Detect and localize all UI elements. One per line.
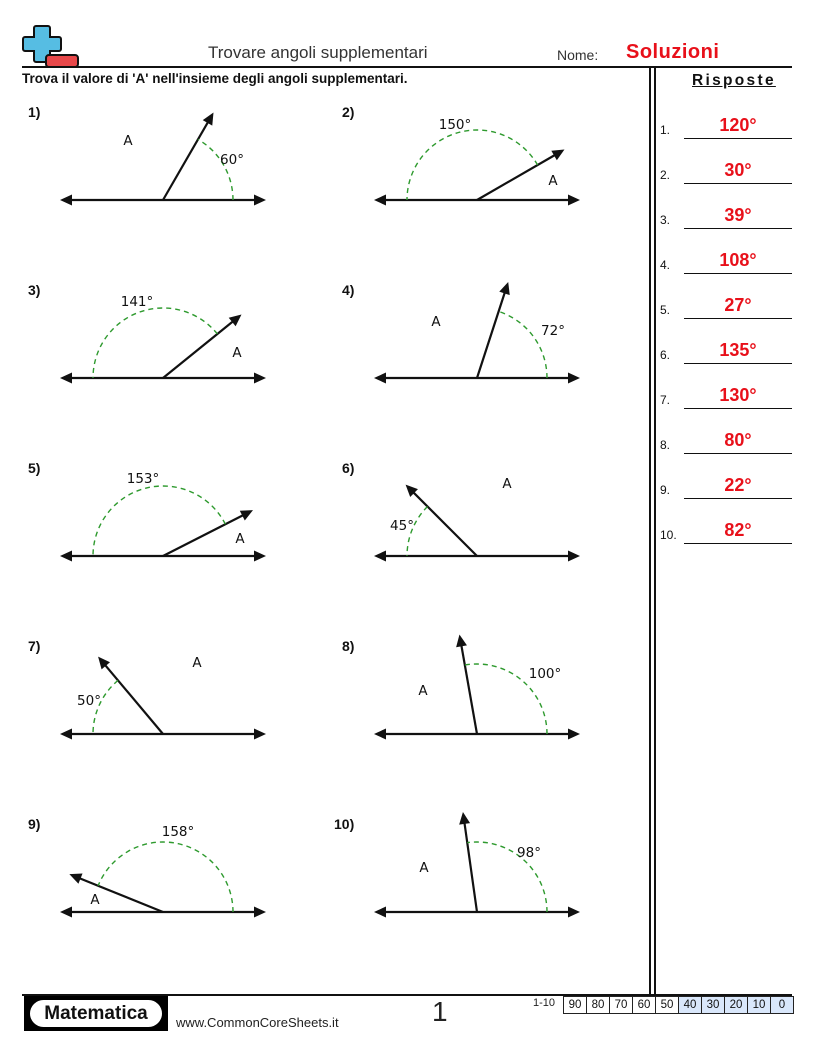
score-cell: 30 <box>702 997 725 1013</box>
brand-label: Matematica <box>30 1000 162 1027</box>
answer-line <box>684 363 792 365</box>
answer-line <box>684 408 792 410</box>
answer-value: 39° <box>724 205 752 225</box>
score-cell: 40 <box>679 997 702 1013</box>
answer-number: 1. <box>660 123 671 137</box>
answer-number: 8. <box>660 438 671 452</box>
score-cell: 20 <box>725 997 748 1013</box>
ray-arrow-icon <box>456 635 467 648</box>
angle-arc <box>98 842 233 912</box>
score-cell: 50 <box>656 997 679 1013</box>
unknown-angle-label: A <box>235 531 245 547</box>
problem-number-5: 5) <box>28 460 41 476</box>
problem-number-8: 8) <box>342 638 355 654</box>
score-cell: 90 <box>564 997 587 1013</box>
unknown-angle-label: A <box>90 892 100 908</box>
instructions: Trova il valore di 'A' nell'insieme degli angoli supplementari. <box>22 71 408 86</box>
angle-arc <box>407 130 538 200</box>
answer-value: 135° <box>719 340 757 360</box>
answer-value: 120° <box>719 115 757 135</box>
name-label: Nome: <box>557 47 599 63</box>
answer-number: 7. <box>660 393 671 407</box>
problem-number-6: 6) <box>342 460 355 476</box>
answer-number: 6. <box>660 348 671 362</box>
answer-number: 3. <box>660 213 671 227</box>
unknown-angle-label: A <box>232 345 242 361</box>
angle-arc <box>499 311 547 378</box>
answer-value: 80° <box>724 430 752 450</box>
angle-arc <box>93 308 217 378</box>
answer-value: 27° <box>724 295 752 315</box>
answer-row-2 <box>660 144 792 184</box>
arrow-right-icon <box>254 195 266 206</box>
arrow-right-icon <box>254 551 266 562</box>
unknown-angle-label: A <box>123 133 133 149</box>
answer-number: 10. <box>660 528 677 542</box>
worksheet-title: Trovare angoli supplementari <box>208 43 428 62</box>
answer-row-6 <box>660 324 792 364</box>
problem-number-10: 10) <box>334 816 355 832</box>
name-value: Soluzioni <box>626 41 720 63</box>
arrow-right-icon <box>568 551 580 562</box>
given-angle-label: 50° <box>77 693 101 709</box>
given-angle-label: 150° <box>438 117 472 133</box>
problem-number-9: 9) <box>28 816 41 832</box>
answer-line <box>684 183 792 185</box>
arrow-left-icon <box>60 729 72 740</box>
angle-arc <box>93 486 225 556</box>
column-divider-right <box>654 67 656 996</box>
arrow-left-icon <box>60 195 72 206</box>
ray <box>461 643 477 734</box>
answer-row-1 <box>660 99 792 139</box>
score-range-label: 1-10 <box>533 997 556 1009</box>
answer-row-8 <box>660 414 792 454</box>
answer-number: 9. <box>660 483 671 497</box>
given-angle-label: 98° <box>517 845 541 861</box>
problem-number-1: 1) <box>28 104 41 120</box>
arrow-right-icon <box>254 373 266 384</box>
ray <box>477 291 505 378</box>
unknown-angle-label: A <box>419 860 429 876</box>
answer-value: 82° <box>724 520 752 540</box>
arrow-left-icon <box>374 373 386 384</box>
answer-line <box>684 498 792 500</box>
arrow-left-icon <box>374 907 386 918</box>
given-angle-label: 153° <box>126 471 160 487</box>
answer-row-10 <box>660 504 792 544</box>
ray <box>464 821 477 912</box>
problem-number-3: 3) <box>28 282 41 298</box>
problem-number-7: 7) <box>28 638 41 654</box>
answer-line <box>684 273 792 275</box>
problem-number-2: 2) <box>342 104 355 120</box>
answer-row-5 <box>660 279 792 319</box>
answer-line <box>684 453 792 455</box>
score-cell: 10 <box>748 997 771 1013</box>
answer-line <box>684 228 792 230</box>
answers-title: Risposte <box>692 72 776 89</box>
ray <box>412 491 477 556</box>
given-angle-label: 45° <box>390 518 414 534</box>
unknown-angle-label: A <box>192 655 202 671</box>
answer-line <box>684 318 792 320</box>
answer-line <box>684 138 792 140</box>
arrow-right-icon <box>254 729 266 740</box>
score-cell: 60 <box>633 997 656 1013</box>
unknown-angle-label: A <box>502 476 512 492</box>
arrow-right-icon <box>568 729 580 740</box>
given-angle-label: 158° <box>161 824 195 840</box>
arrow-right-icon <box>568 907 580 918</box>
arrow-right-icon <box>568 373 580 384</box>
arrow-left-icon <box>60 373 72 384</box>
answer-number: 5. <box>660 303 671 317</box>
ray <box>163 320 234 378</box>
ray-arrow-icon <box>499 282 509 295</box>
angle-arc <box>198 139 233 200</box>
arrow-left-icon <box>60 551 72 562</box>
score-cell: 70 <box>610 997 633 1013</box>
arrow-left-icon <box>374 551 386 562</box>
answer-row-3 <box>660 189 792 229</box>
page-number: 1 <box>432 996 448 1027</box>
answer-number: 2. <box>660 168 671 182</box>
arrow-left-icon <box>374 195 386 206</box>
unknown-angle-label: A <box>548 173 558 189</box>
answer-line <box>684 543 792 545</box>
unknown-angle-label: A <box>431 314 441 330</box>
ray <box>163 120 209 200</box>
given-angle-label: 60° <box>220 152 244 168</box>
answer-value: 108° <box>719 250 757 270</box>
ray <box>163 514 245 556</box>
arrow-left-icon <box>374 729 386 740</box>
unknown-angle-label: A <box>418 683 428 699</box>
arrow-right-icon <box>254 907 266 918</box>
score-cell: 0 <box>771 997 793 1013</box>
answer-value: 30° <box>724 160 752 180</box>
answer-number: 4. <box>660 258 671 272</box>
site-url: www.CommonCoreSheets.it <box>176 1015 339 1030</box>
answer-row-7 <box>660 369 792 409</box>
answer-value: 130° <box>719 385 757 405</box>
ray-arrow-icon <box>459 812 470 825</box>
arrow-left-icon <box>60 907 72 918</box>
ray <box>104 664 163 734</box>
answer-value: 22° <box>724 475 752 495</box>
given-angle-label: 100° <box>528 666 562 682</box>
problem-number-4: 4) <box>342 282 355 298</box>
score-cell: 80 <box>587 997 610 1013</box>
given-angle-label: 72° <box>541 323 565 339</box>
score-table <box>563 996 794 1014</box>
answer-row-9 <box>660 459 792 499</box>
given-angle-label: 141° <box>120 294 154 310</box>
arrow-right-icon <box>568 195 580 206</box>
answer-row-4 <box>660 234 792 274</box>
ray <box>477 154 557 200</box>
